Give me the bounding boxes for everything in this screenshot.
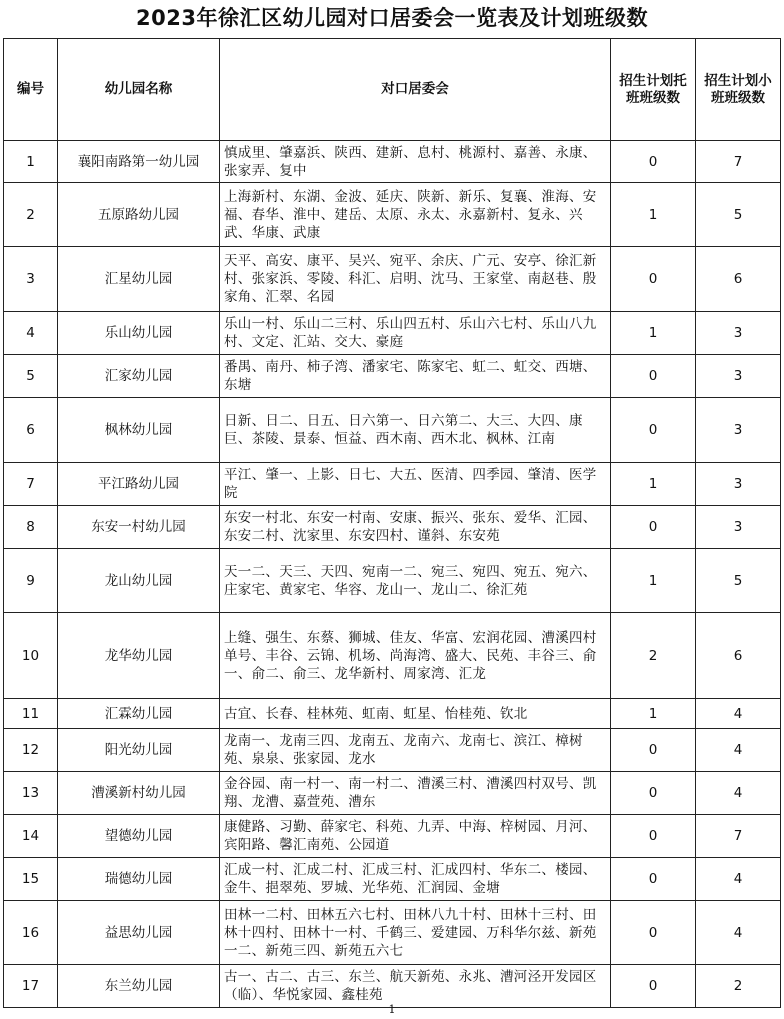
row-num: 11: [4, 699, 58, 729]
page-title: 2023年徐汇区幼儿园对口居委会一览表及计划班级数: [136, 6, 648, 30]
committee-list: 慎成里、肇嘉浜、陕西、建新、息村、桃源村、嘉善、永康、张家弄、复中: [220, 141, 611, 183]
header-num: 编号: [4, 39, 58, 141]
row-num: 10: [4, 613, 58, 699]
plan-tuoban-count: 0: [611, 815, 696, 858]
plan-tuoban-count: 0: [611, 398, 696, 463]
row-num: 17: [4, 965, 58, 1008]
plan-xiaoban-count: 3: [696, 312, 781, 355]
kindergarten-name: 阳光幼儿园: [58, 729, 220, 772]
kindergarten-name: 望德幼儿园: [58, 815, 220, 858]
plan-tuoban-count: 1: [611, 183, 696, 247]
committee-list: 田林一二村、田林五六七村、田林八九十村、田林十三村、田林十四村、田林十一村、千鹤三、爱建园、万科华尔兹、新苑一二、新苑三四、新苑五六七: [220, 901, 611, 965]
committee-list: 平江、肇一、上影、日七、大五、医清、四季园、肇清、医学院: [220, 463, 611, 506]
plan-xiaoban-count: 4: [696, 772, 781, 815]
plan-tuoban-count: 0: [611, 355, 696, 398]
page-number: 1: [388, 1003, 396, 1016]
committee-list: 康健路、习勤、薛家宅、科苑、九弄、中海、梓树园、月河、宾阳路、馨汇南苑、公园道: [220, 815, 611, 858]
kindergarten-name: 漕溪新村幼儿园: [58, 772, 220, 815]
row-num: 7: [4, 463, 58, 506]
kindergarten-name: 瑞德幼儿园: [58, 858, 220, 901]
plan-tuoban-count: 0: [611, 772, 696, 815]
kindergarten-name: 乐山幼儿园: [58, 312, 220, 355]
plan-tuoban-count: 0: [611, 506, 696, 549]
plan-tuoban-count: 0: [611, 858, 696, 901]
table-row: [4, 183, 781, 247]
table-row: [4, 506, 781, 549]
plan-xiaoban-count: 6: [696, 247, 781, 312]
plan-xiaoban-count: 3: [696, 355, 781, 398]
table-row: [4, 815, 781, 858]
table-row: [4, 858, 781, 901]
kindergarten-name: 平江路幼儿园: [58, 463, 220, 506]
row-num: 15: [4, 858, 58, 901]
committee-list: 汇成一村、汇成二村、汇成三村、汇成四村、华东二、楼园、金牛、挹翠苑、罗城、光华苑、汇润园、金塘: [220, 858, 611, 901]
plan-xiaoban-count: 4: [696, 729, 781, 772]
committee-list: 天一二、天三、天四、宛南一二、宛三、宛四、宛五、宛六、庄家宅、黄家宅、华容、龙山一、龙山二、徐汇苑: [220, 549, 611, 613]
row-num: 16: [4, 901, 58, 965]
row-num: 14: [4, 815, 58, 858]
kindergarten-name: 枫林幼儿园: [58, 398, 220, 463]
committee-list: 古宜、长春、桂林苑、虹南、虹星、怡桂苑、钦北: [220, 699, 611, 729]
header-row: [4, 39, 781, 141]
table-row: [4, 613, 781, 699]
row-num: 9: [4, 549, 58, 613]
plan-xiaoban-count: 5: [696, 183, 781, 247]
plan-tuoban-count: 1: [611, 699, 696, 729]
plan-tuoban-count: 0: [611, 247, 696, 312]
kindergarten-name: 襄阳南路第一幼儿园: [58, 141, 220, 183]
plan-xiaoban-count: 4: [696, 901, 781, 965]
plan-xiaoban-count: 4: [696, 699, 781, 729]
plan-tuoban-count: 0: [611, 901, 696, 965]
committee-list: 龙南一、龙南三四、龙南五、龙南六、龙南七、滨江、樟树苑、泉泉、张家园、龙水: [220, 729, 611, 772]
row-num: 3: [4, 247, 58, 312]
header-name: 幼儿园名称: [58, 39, 220, 141]
row-num: 13: [4, 772, 58, 815]
table-row: [4, 398, 781, 463]
table-row: [4, 901, 781, 965]
plan-tuoban-count: 1: [611, 312, 696, 355]
kindergarten-name: 汇家幼儿园: [58, 355, 220, 398]
plan-tuoban-count: 0: [611, 729, 696, 772]
header-plan-tuoban: 招生计划托班班级数: [611, 39, 696, 141]
plan-xiaoban-count: 6: [696, 613, 781, 699]
kindergarten-table: [3, 38, 781, 1008]
plan-xiaoban-count: 3: [696, 506, 781, 549]
table-body: [4, 141, 781, 1008]
kindergarten-name: 汇霖幼儿园: [58, 699, 220, 729]
row-num: 5: [4, 355, 58, 398]
row-num: 8: [4, 506, 58, 549]
committee-list: 上海新村、东湖、金波、延庆、陕新、新乐、复襄、淮海、安福、春华、淮中、建岳、太原、永太、永嘉新村、复永、兴武、华康、武康: [220, 183, 611, 247]
plan-tuoban-count: 0: [611, 141, 696, 183]
committee-list: 天平、高安、康平、吴兴、宛平、余庆、广元、安亭、徐汇新村、张家浜、零陵、科汇、启明、沈马、王家堂、南赵巷、殷家角、汇翠、名园: [220, 247, 611, 312]
header-plan-xiaoban: 招生计划小班班级数: [696, 39, 781, 141]
plan-tuoban-count: 1: [611, 549, 696, 613]
table-row: [4, 699, 781, 729]
committee-list: 日新、日二、日五、日六第一、日六第二、大三、大四、康巨、茶陵、景泰、恒益、西木南、西木北、枫林、江南: [220, 398, 611, 463]
kindergarten-name: 龙山幼儿园: [58, 549, 220, 613]
committee-list: 古一、古二、古三、东兰、航天新苑、永兆、漕河泾开发园区（临）、华悦家园、鑫桂苑: [220, 965, 611, 1008]
plan-tuoban-count: 1: [611, 463, 696, 506]
row-num: 4: [4, 312, 58, 355]
kindergarten-name: 汇星幼儿园: [58, 247, 220, 312]
table-row: [4, 729, 781, 772]
kindergarten-name: 龙华幼儿园: [58, 613, 220, 699]
plan-xiaoban-count: 3: [696, 463, 781, 506]
plan-xiaoban-count: 7: [696, 141, 781, 183]
kindergarten-name: 五原路幼儿园: [58, 183, 220, 247]
plan-tuoban-count: 0: [611, 965, 696, 1008]
kindergarten-name: 东安一村幼儿园: [58, 506, 220, 549]
plan-xiaoban-count: 3: [696, 398, 781, 463]
kindergarten-name: 益思幼儿园: [58, 901, 220, 965]
committee-list: 上缝、强生、东蔡、狮城、佳友、华富、宏润花园、漕溪四村单号、丰谷、云锦、机场、尚海湾、盛大、民苑、丰谷三、俞一、俞二、俞三、龙华新村、周家湾、汇龙: [220, 613, 611, 699]
table-row: [4, 549, 781, 613]
row-num: 12: [4, 729, 58, 772]
table-row: [4, 355, 781, 398]
committee-list: 番禺、南丹、柿子湾、潘家宅、陈家宅、虹二、虹交、西塘、东塘: [220, 355, 611, 398]
row-num: 2: [4, 183, 58, 247]
table-row: [4, 312, 781, 355]
row-num: 1: [4, 141, 58, 183]
table-row: [4, 463, 781, 506]
row-num: 6: [4, 398, 58, 463]
table-row: [4, 247, 781, 312]
table-row: [4, 772, 781, 815]
plan-tuoban-count: 2: [611, 613, 696, 699]
plan-xiaoban-count: 7: [696, 815, 781, 858]
committee-list: 乐山一村、乐山二三村、乐山四五村、乐山六七村、乐山八九村、文定、汇站、交大、豪庭: [220, 312, 611, 355]
table-row: [4, 965, 781, 1008]
plan-xiaoban-count: 5: [696, 549, 781, 613]
committee-list: 金谷园、南一村一、南一村二、漕溪三村、漕溪四村双号、凯翔、龙漕、嘉萱苑、漕东: [220, 772, 611, 815]
header-committees: 对口居委会: [220, 39, 611, 141]
kindergarten-name: 东兰幼儿园: [58, 965, 220, 1008]
plan-xiaoban-count: 2: [696, 965, 781, 1008]
committee-list: 东安一村北、东安一村南、安康、振兴、张东、爱华、汇园、东安二村、沈家里、东安四村、谨斜、东安苑: [220, 506, 611, 549]
plan-xiaoban-count: 4: [696, 858, 781, 901]
table-row: [4, 141, 781, 183]
